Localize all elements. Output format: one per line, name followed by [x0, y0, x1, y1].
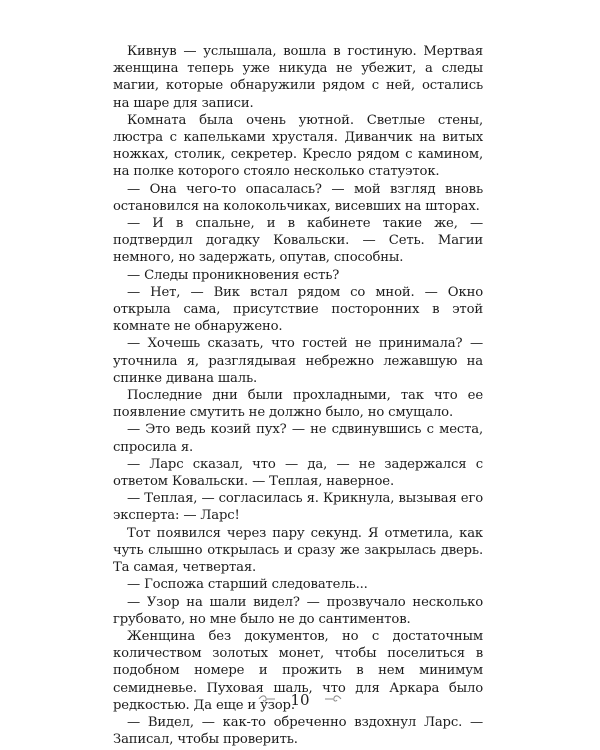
paragraph: — Видел, — как-то обреченно вздохнул Ларс. — Записал, чтобы проверить.	[113, 714, 483, 748]
paragraph: — Ларс сказал, что — да, — не задержался с ответом Ковальски. — Теплая, наверное.	[113, 456, 483, 490]
paragraph: Тот появился через пару секунд. Я отметила, как чуть слышно открылась и сразу же закрылась дверь. Та самая, четвертая.	[113, 525, 483, 576]
paragraph: Комната была очень уютной. Светлые стены, люстра с капельками хрусталя. Диванчик на витых ножках, столик, секретер. Кресло рядом с камином, на полке которого стояло несколько статуэток.	[113, 112, 483, 180]
paragraph: Последние дни были прохладными, так что ее появление смутить не должно было, но смущало.	[113, 388, 483, 421]
paragraph: — Теплая, — согласилась я. Крикнула, вызывая его эксперта: — Ларс!	[113, 491, 483, 524]
right-ornament-icon	[324, 694, 342, 707]
page-number: 10	[290, 691, 310, 709]
paragraph: — Госпожа старший следователь...	[127, 577, 368, 593]
left-ornament-icon	[258, 694, 276, 707]
body-text	[113, 43, 483, 748]
paragraph: Женщина без документов, но с достаточным количеством золотых монет, чтобы поселиться в подобном номере и прожить в нем минимум семидневье. Пуховая шаль, что для Аркара было редкостью. Да еще и узор.	[113, 628, 483, 713]
paragraph: — Нет, — Вик встал рядом со мной. — Окно открыла сама, присутствие посторонних в этой комнате не обнаружено.	[113, 284, 483, 335]
paragraph: — Следы проникновения есть?	[127, 267, 340, 283]
paragraph: — Она чего-то опасалась? — мой взгляд вновь остановился на колокольчиках, висевших на шторах.	[113, 181, 483, 214]
paragraph: — Хочешь сказать, что гостей не принимала? — уточнила я, разглядывая небрежно лежавшую на спинке дивана шаль.	[113, 336, 483, 386]
page-footer	[0, 690, 600, 709]
paragraph: — Это ведь козий пух? — не сдвинувшись с места, спросила я.	[113, 422, 483, 455]
paragraph: — И в спальне, и в кабинете такие же, — подтвердил догадку Ковальски. — Сеть. Магии немного, но задержать, опутав, способны.	[113, 216, 483, 266]
paragraph: — Узор на шали видел? — прозвучало несколько грубовато, но мне было не до сантиментов.	[113, 594, 483, 627]
paragraph: Кивнув — услышала, вошла в гостиную. Мертвая женщина теперь уже никуда не убежит, а следы магии, которые обнаружили рядом с ней, остались на шаре для записи.	[113, 44, 483, 111]
